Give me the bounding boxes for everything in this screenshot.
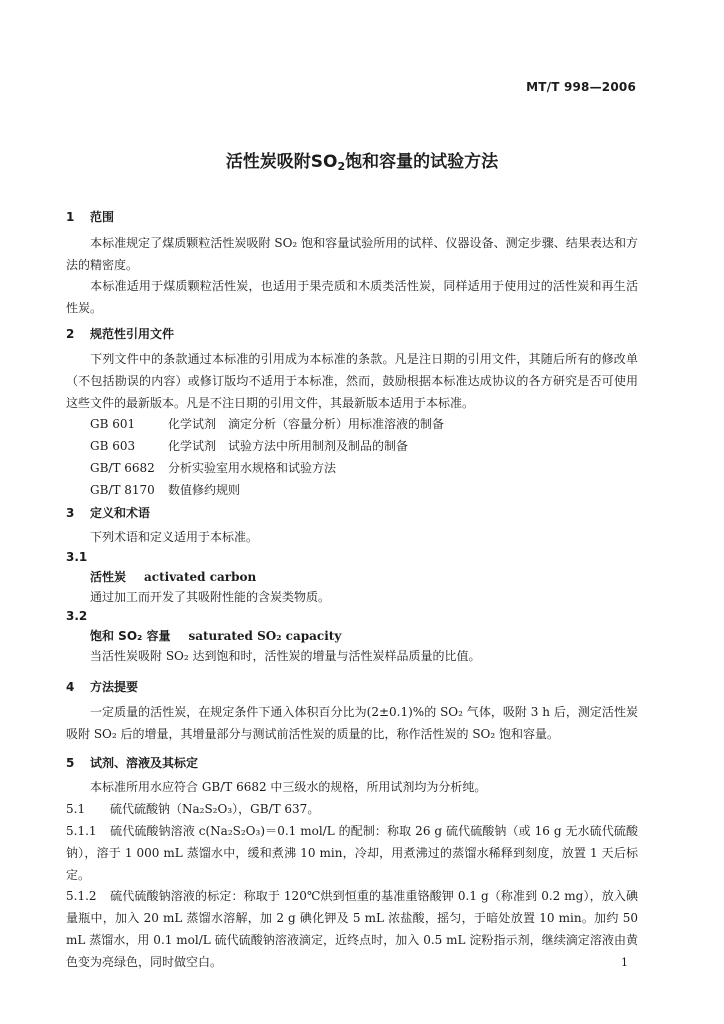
clause-number: 5.1.1 bbox=[66, 824, 97, 838]
term-en: activated carbon bbox=[144, 570, 257, 584]
reference-item bbox=[90, 481, 240, 498]
paragraph-text: 下列文件中的条款通过本标准的引用成为本标准的条款。凡是注日期的引用文件，其随后所有的修改单（不包括勘误的内容）或修订版均不适用于本标准，然而，鼓励根据本标准达成协议的各方研究是否可使用这些文件的最新版本。凡是不注日期的引用文件，其最新版本适用于本标准。 bbox=[66, 352, 638, 410]
section-title: 定义和术语 bbox=[90, 506, 151, 520]
section-5-paragraph-1 bbox=[66, 776, 638, 798]
clause-number: 5.1 bbox=[66, 802, 86, 816]
section-5-heading bbox=[66, 754, 198, 771]
title-subscript: 2 bbox=[337, 160, 346, 173]
term-entry bbox=[90, 568, 256, 585]
clause-5-1-1 bbox=[66, 820, 638, 886]
section-3-paragraph-1 bbox=[66, 526, 638, 548]
section-number: 2 bbox=[66, 327, 75, 341]
paragraph-text: 本标准适用于煤质颗粒活性炭，也适用于果壳质和木质类活性炭，同样适用于使用过的活性炭和再生活性炭。 bbox=[66, 279, 638, 315]
title-suffix: 饱和容量的试验方法 bbox=[345, 152, 499, 172]
section-number: 3 bbox=[66, 506, 75, 520]
section-title: 方法提要 bbox=[90, 680, 139, 694]
term-definition: 当活性炭吸附 SO₂ 达到饱和时，活性炭的增量与活性炭样品质量的比值。 bbox=[90, 649, 481, 663]
section-2-paragraph-1 bbox=[66, 348, 638, 414]
term-en: saturated SO₂ capacity bbox=[188, 629, 342, 643]
paragraph-text: 一定质量的活性炭，在规定条件下通入体积百分比为(2±0.1)%的 SO₂ 气体，吸附 3 h 后，测定活性炭吸附 SO₂ 后的增量，其增量部分与测试前活性炭的质量的比，称作活性炭的 SO₂ 饱和容量。 bbox=[66, 705, 638, 741]
clause-text: 硫代硫酸钠（Na₂S₂O₃），GB/T 637。 bbox=[110, 802, 320, 816]
reference-item bbox=[90, 415, 444, 432]
term-zh: 饱和 SO₂ 容量 bbox=[90, 629, 171, 643]
reference-code: GB/T 6682 bbox=[90, 461, 155, 475]
section-number: 4 bbox=[66, 680, 75, 694]
reference-title: 化学试剂 试验方法中所用制剂及制品的制备 bbox=[168, 439, 409, 453]
section-title: 试剂、溶液及其标定 bbox=[90, 756, 199, 770]
section-number: 1 bbox=[66, 210, 75, 224]
reference-code: GB 603 bbox=[90, 439, 136, 453]
term-number: 3.2 bbox=[66, 609, 88, 623]
reference-code: GB/T 8170 bbox=[90, 483, 155, 497]
section-title: 范围 bbox=[90, 210, 115, 224]
term-number: 3.1 bbox=[66, 550, 88, 564]
paragraph-text: 本标准规定了煤质颗粒活性炭吸附 SO₂ 饱和容量试验所用的试样、仪器设备、测定步骤、结果表达和方法的精密度。 bbox=[66, 236, 638, 272]
paragraph-text: 本标准所用水应符合 GB/T 6682 中三级水的规格，所用试剂均为分析纯。 bbox=[90, 780, 487, 794]
section-3-heading bbox=[66, 504, 150, 521]
section-1-heading bbox=[66, 208, 114, 225]
reference-title: 分析实验室用水规格和试验方法 bbox=[168, 461, 337, 475]
clause-number: 5.1.2 bbox=[66, 889, 97, 903]
document-title bbox=[0, 147, 724, 173]
section-title: 规范性引用文件 bbox=[90, 327, 175, 341]
clause-text: 硫代硫酸钠溶液 c(Na₂S₂O₃)＝0.1 mol/L 的配制：称取 26 g 硫代硫酸钠（或 16 g 无水硫代硫酸钠），溶于 1 000 mL 蒸馏水中，缓和煮沸 10 min，冷却，用煮沸过的蒸馏水稀释到刻度，放置 1 天后标定。 bbox=[66, 824, 638, 882]
reference-title: 数值修约规则 bbox=[168, 483, 241, 497]
clause-text: 硫代硫酸钠溶液的标定：称取于 120℃烘到恒重的基准重铬酸钾 0.1 g（称准到 0.2 mg），放入碘量瓶中，加入 20 mL 蒸馏水溶解，加 2 g 碘化钾及 5 mL 浓盐酸，摇匀，于暗处放置 10 min。加约 50 mL 蒸馏水，用 0.1 mol/L 硫代硫酸钠溶液滴定，近终点时，加入 0.5 mL 淀粉指示剂，继续滴定溶液由黄色变为亮绿色，同时做空白。 bbox=[66, 889, 638, 969]
reference-code: GB 601 bbox=[90, 417, 136, 431]
standard-number: MT/T 998—2006 bbox=[526, 80, 636, 94]
section-2-heading bbox=[66, 325, 174, 342]
paragraph-text: 下列术语和定义适用于本标准。 bbox=[90, 530, 259, 544]
clause-5-1-2 bbox=[66, 885, 638, 973]
section-4-paragraph-1 bbox=[66, 701, 638, 745]
section-4-heading bbox=[66, 678, 138, 695]
term-zh: 活性炭 bbox=[90, 570, 127, 584]
section-1-paragraph-2 bbox=[66, 275, 638, 319]
reference-item bbox=[90, 459, 336, 476]
clause-5-1 bbox=[66, 798, 638, 820]
reference-title: 化学试剂 滴定分析（容量分析）用标准溶液的制备 bbox=[168, 417, 445, 431]
page-number: 1 bbox=[621, 956, 628, 969]
term-definition: 通过加工而开发了其吸附性能的含炭类物质。 bbox=[90, 590, 331, 604]
section-number: 5 bbox=[66, 756, 75, 770]
term-entry bbox=[90, 627, 341, 644]
reference-item bbox=[90, 437, 408, 454]
section-1-paragraph-1 bbox=[66, 232, 638, 276]
title-prefix: 活性炭吸附SO bbox=[225, 152, 338, 172]
